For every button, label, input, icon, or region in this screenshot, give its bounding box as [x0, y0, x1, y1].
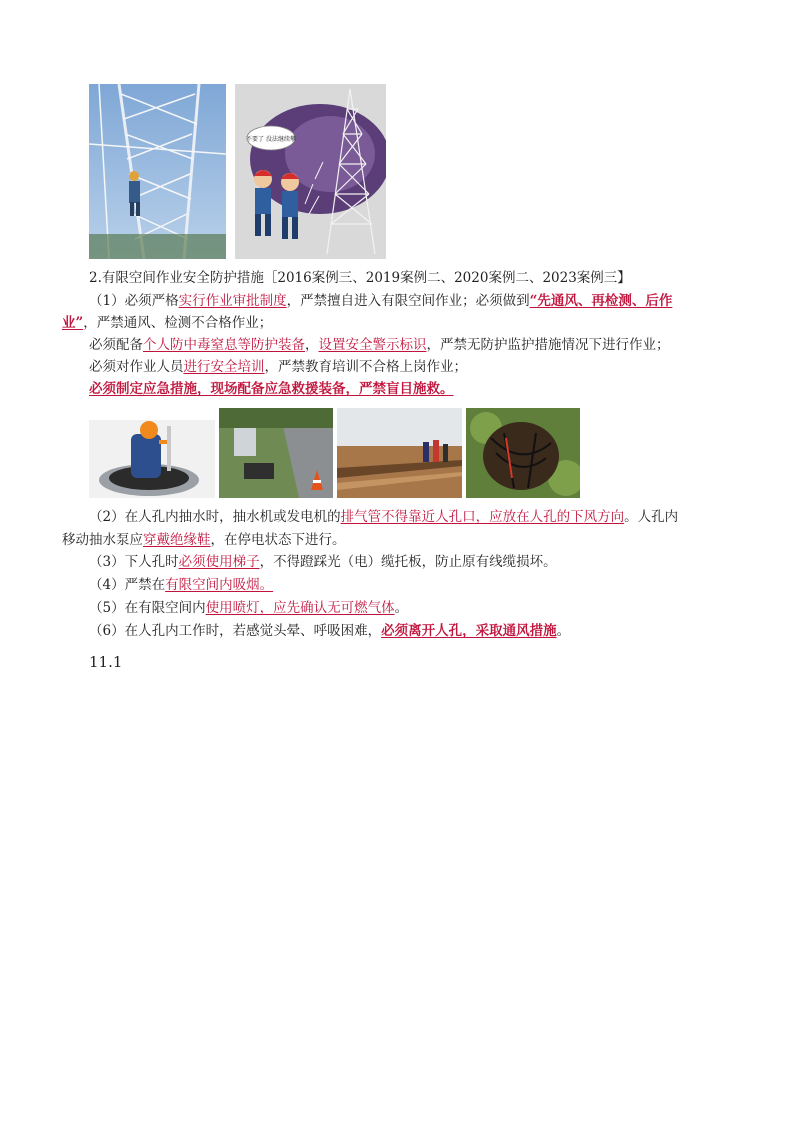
tower-cartoon-illustration [235, 84, 386, 259]
item-2-line-1: （2）在人孔内抽水时，抽水机或发电机的排气管不得靠近人孔口，应放在人孔的下风方向。人孔内 [89, 509, 679, 525]
item-4: （4）严禁在有限空间内吸烟。 [89, 577, 274, 593]
item-6: （6）在人孔内工作时，若感觉头晕、呼吸困难，必须离开人孔，采取通风措施。 [89, 623, 571, 639]
trench-field-work-photo [337, 408, 462, 498]
manhole-descent-illustration [89, 420, 215, 498]
highlight-emergency-measures: 必须制定应急措施 [89, 381, 197, 397]
item-2-line-2: 移动抽水泵应穿戴绝缘鞋，在停电状态下进行。 [62, 532, 346, 548]
highlight-warning-signs: 设置安全警示标识 [318, 337, 427, 353]
measure-1-line-1: （1）必须严格实行作业审批制度，严禁擅自进入有限空间作业；必须做到“先通风、再检测、后作 [89, 293, 673, 309]
highlight-work-approval: 实行作业审批制度 [178, 293, 287, 309]
highlight-insulated-shoes: 穿戴绝缘鞋 [143, 532, 211, 548]
highlight-blowtorch: 使用喷灯，应先确认无可燃气体 [205, 600, 395, 616]
measure-1-line-2: 业”，严禁通风、检测不合格作业； [62, 315, 273, 331]
highlight-protective-equipment: 个人防中毒窒息等防护装备 [143, 337, 305, 353]
item-5: （5）在有限空间内使用喷灯，应先确认无可燃气体。 [89, 600, 409, 616]
highlight-no-smoking: 有限空间内吸烟。 [165, 577, 274, 593]
page-footer-note: 11.1 [89, 653, 123, 671]
manhole-cables-photo [466, 408, 580, 498]
highlight-exhaust-pipe: 排气管不得靠近人孔口，应放在人孔的下风方向 [340, 509, 625, 525]
roadside-cable-work-photo [219, 408, 333, 498]
highlight-leave-manhole: 必须离开人孔，采取通风措施 [381, 623, 557, 639]
highlight-use-ladder: 必须使用梯子 [178, 554, 260, 570]
measure-training: 必须对作业人员进行安全培训，严禁教育培训不合格上岗作业； [89, 359, 467, 375]
cartoon-speech-bubble: 不要了 没法继续攀 [246, 136, 296, 143]
tower-climbing-photo [89, 84, 226, 259]
measure-protective-equipment: 必须配备个人防中毒窒息等防护装备，设置安全警示标识，严禁无防护监护措施情况下进行作业； [89, 337, 670, 353]
highlight-safety-training: 进行安全培训 [183, 359, 265, 375]
section-heading: 2.有限空间作业安全防护措施［2016案例三、2019案例二、2020案例二、2023案例三】 [89, 270, 631, 286]
highlight-ventilate-detect-work: “先通风、再检测、后作 [529, 293, 673, 309]
item-3: （3）下人孔时必须使用梯子，不得蹬踩光（电）缆托板，防止原有线缆损坏。 [89, 554, 557, 570]
measure-emergency: 必须制定应急措施，现场配备应急救援装备，严禁盲目施救。 [89, 381, 454, 397]
highlight-rescue-equipment: 现场配备应急救援装备，严禁盲目施救。 [210, 381, 454, 397]
